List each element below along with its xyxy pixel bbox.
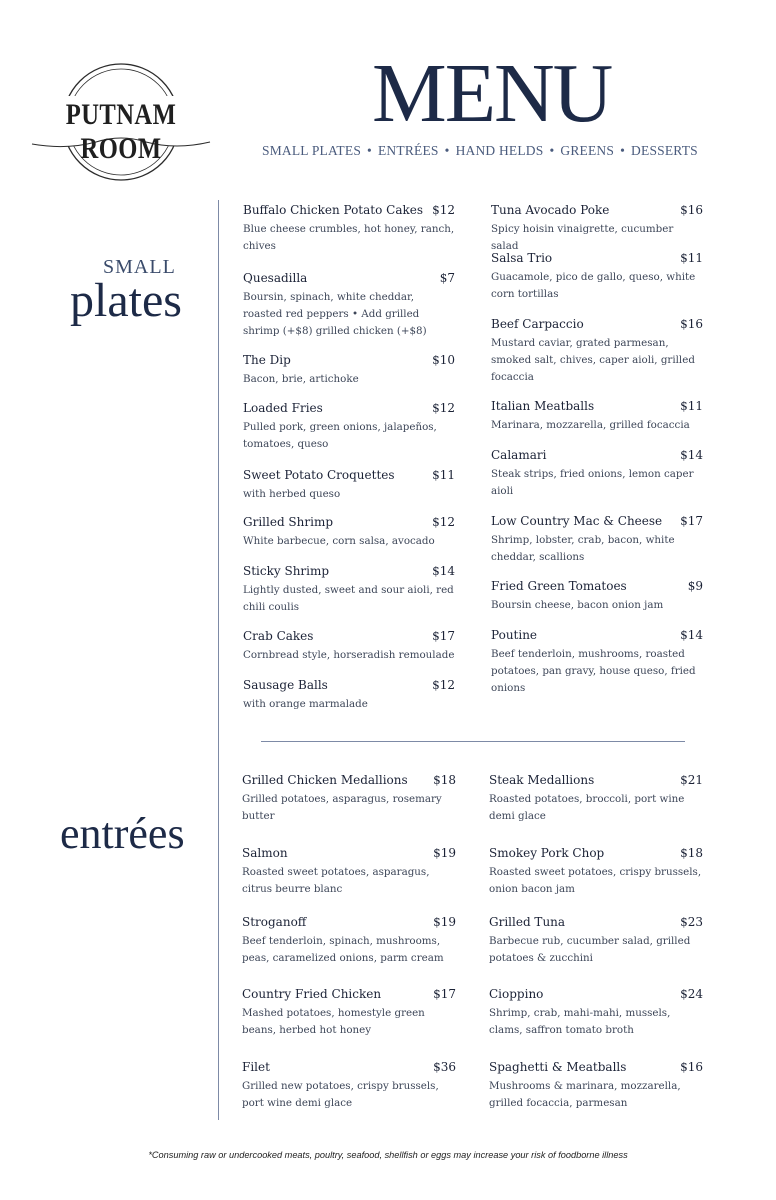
item-price: $12 xyxy=(432,203,455,217)
item-description: Mushrooms & marinara, mozzarella, grilled focaccia, parmesan xyxy=(489,1080,681,1109)
small-plates-label-top: SMALL xyxy=(103,256,176,278)
item-description: Shrimp, crab, mahi-mahi, mussels, clams, saffron tomato broth xyxy=(489,1007,671,1036)
item-name: Poutine xyxy=(491,628,538,642)
item-description: Grilled potatoes, asparagus, rosemary butter xyxy=(242,793,442,822)
item-name: Sticky Shrimp xyxy=(243,564,330,578)
item-name: Loaded Fries xyxy=(243,401,323,415)
menu-item xyxy=(491,399,703,434)
item-description: with orange marmalade xyxy=(243,698,368,710)
small-plates-left-column xyxy=(243,203,455,255)
item-name: The Dip xyxy=(243,353,291,367)
menu-item xyxy=(243,353,455,388)
item-name: Buffalo Chicken Potato Cakes xyxy=(243,203,424,217)
menu-item xyxy=(243,468,455,503)
menu-item xyxy=(491,514,703,566)
item-description: Steak strips, fried onions, lemon caper aioli xyxy=(491,468,694,497)
category-separator: • xyxy=(549,143,555,158)
item-description: Roasted potatoes, broccoli, port wine demi glace xyxy=(489,793,685,822)
menu-item xyxy=(242,915,456,967)
menu-item xyxy=(243,564,455,616)
item-price: $19 xyxy=(433,846,456,860)
item-description: Pulled pork, green onions, jalapeños, tomatoes, queso xyxy=(243,421,437,450)
menu-item xyxy=(242,1060,456,1112)
item-name: Fried Green Tomatoes xyxy=(491,579,627,593)
item-description: Spicy hoisin vinaigrette, cucumber salad xyxy=(491,223,674,252)
item-name: Italian Meatballs xyxy=(491,399,595,413)
item-price: $36 xyxy=(433,1060,456,1074)
menu-item xyxy=(243,203,455,255)
menu-item xyxy=(491,448,703,500)
item-price: $9 xyxy=(687,579,703,593)
item-name: Cioppino xyxy=(489,987,544,1001)
item-description: Blue cheese crumbles, hot honey, ranch, chives xyxy=(243,223,455,252)
menu-item xyxy=(491,317,703,386)
menu-item xyxy=(491,628,703,697)
item-name: Grilled Tuna xyxy=(489,915,566,929)
item-price: $7 xyxy=(439,271,455,285)
item-description: Roasted sweet potatoes, crispy brussels, onion bacon jam xyxy=(489,866,702,895)
item-price: $11 xyxy=(680,399,703,413)
item-name: Beef Carpaccio xyxy=(491,317,584,331)
item-name: Spaghetti & Meatballs xyxy=(489,1060,627,1074)
item-description: Boursin cheese, bacon onion jam xyxy=(491,599,664,611)
small-plates-label: plates xyxy=(70,274,182,327)
menu-item xyxy=(491,203,703,255)
item-price: $18 xyxy=(680,846,703,860)
category-entrees: ENTRÉES xyxy=(377,143,439,158)
item-price: $17 xyxy=(433,987,456,1001)
category-separator: • xyxy=(444,143,450,158)
item-name: Stroganoff xyxy=(242,915,307,929)
menu-item xyxy=(489,987,703,1039)
item-price: $21 xyxy=(680,773,703,787)
menu-item xyxy=(242,987,456,1039)
item-name: Grilled Shrimp xyxy=(243,515,334,529)
logo-text: PUTNAM ROOM xyxy=(65,98,177,165)
item-price: $14 xyxy=(680,448,703,462)
item-price: $24 xyxy=(680,987,703,1001)
menu-item xyxy=(243,401,455,453)
item-price: $16 xyxy=(680,317,703,331)
item-price: $11 xyxy=(680,251,703,265)
item-price: $16 xyxy=(680,203,703,217)
item-price: $16 xyxy=(680,1060,703,1074)
item-price: $17 xyxy=(680,514,703,528)
item-name: Sausage Balls xyxy=(243,678,328,692)
item-description: White barbecue, corn salsa, avocado xyxy=(243,535,435,547)
item-name: Country Fried Chicken xyxy=(242,987,382,1001)
item-description: Roasted sweet potatoes, asparagus, citrus beurre blanc xyxy=(242,866,430,895)
item-price: $18 xyxy=(433,773,456,787)
item-description: Lightly dusted, sweet and sour aioli, red chili coulis xyxy=(243,584,454,613)
menu-item xyxy=(242,773,456,825)
item-description: Beef tenderloin, spinach, mushrooms, peas, caramelized onions, parm cream xyxy=(242,935,444,964)
item-description: Mustard caviar, grated parmesan, smoked salt, chives, caper aioli, grilled focaccia xyxy=(491,337,695,383)
item-description: with herbed queso xyxy=(243,488,341,500)
item-price: $14 xyxy=(432,564,455,578)
entrees-label: entrées xyxy=(60,809,185,858)
menu-item xyxy=(489,773,703,825)
item-description: Grilled new potatoes, crispy brussels, port wine demi glace xyxy=(242,1080,439,1109)
item-name: Smokey Pork Chop xyxy=(489,846,605,860)
item-price: $19 xyxy=(433,915,456,929)
item-name: Low Country Mac & Cheese xyxy=(491,514,663,528)
menu-item xyxy=(243,678,455,713)
menu-title: MENU xyxy=(372,47,612,140)
item-description: Shrimp, lobster, crab, bacon, white cheddar, scallions xyxy=(491,534,675,563)
category-separator: • xyxy=(367,143,372,158)
category-nav xyxy=(262,143,698,159)
item-description: Guacamole, pico de gallo, queso, white corn tortillas xyxy=(491,271,696,300)
item-name: Calamari xyxy=(491,448,547,462)
item-price: $17 xyxy=(432,629,455,643)
item-price: $14 xyxy=(680,628,703,642)
item-description: Beef tenderloin, mushrooms, roasted potatoes, pan gravy, house queso, fried onions xyxy=(491,648,696,694)
item-name: Crab Cakes xyxy=(243,629,314,643)
section-divider xyxy=(261,741,685,742)
item-name: Salsa Trio xyxy=(491,251,553,265)
item-name: Grilled Chicken Medallions xyxy=(242,773,408,787)
menu-item xyxy=(489,846,703,898)
menu-item xyxy=(491,251,703,303)
menu-item xyxy=(243,515,455,550)
item-description: Barbecue rub, cucumber salad, grilled potatoes & zucchini xyxy=(489,935,691,964)
item-price: $23 xyxy=(680,915,703,929)
item-name: Filet xyxy=(242,1060,270,1074)
menu-item xyxy=(489,1060,703,1112)
item-name: Steak Medallions xyxy=(489,773,595,787)
menu-item xyxy=(489,915,703,967)
item-description: Boursin, spinach, white cheddar, roasted red peppers • Add grilled shrimp (+$8) grilled chicken (+$8) xyxy=(243,291,427,337)
item-name: Sweet Potato Croquettes xyxy=(243,468,395,482)
item-description: Marinara, mozzarella, grilled focaccia xyxy=(491,419,690,431)
vertical-divider xyxy=(218,200,219,1120)
item-price: $12 xyxy=(432,401,455,415)
item-price: $12 xyxy=(432,515,455,529)
item-name: Quesadilla xyxy=(243,271,308,285)
item-price: $12 xyxy=(432,678,455,692)
allergy-disclaimer: *Consuming raw or undercooked meats, poultry, seafood, shellfish or eggs may increase your risk of foodborne illness xyxy=(148,1150,628,1160)
item-description: Cornbread style, horseradish remoulade xyxy=(243,649,455,661)
item-description: Mashed potatoes, homestyle green beans, herbed hot honey xyxy=(242,1007,425,1036)
menu-item xyxy=(243,271,455,340)
item-description: Bacon, brie, artichoke xyxy=(243,373,359,385)
logo xyxy=(26,58,216,186)
menu-item xyxy=(243,629,455,664)
item-price: $11 xyxy=(432,468,455,482)
item-name: Salmon xyxy=(242,846,288,860)
category-separator: • xyxy=(620,143,626,158)
menu-item xyxy=(491,579,703,614)
category-small-plates: SMALL PLATES xyxy=(262,143,362,158)
item-price: $10 xyxy=(432,353,455,367)
category-greens: GREENS xyxy=(560,143,615,158)
menu-item xyxy=(242,846,456,898)
item-name: Tuna Avocado Poke xyxy=(491,203,610,217)
category-desserts: DESSERTS xyxy=(631,143,698,158)
category-hand-helds: HAND HELDS xyxy=(455,143,544,158)
